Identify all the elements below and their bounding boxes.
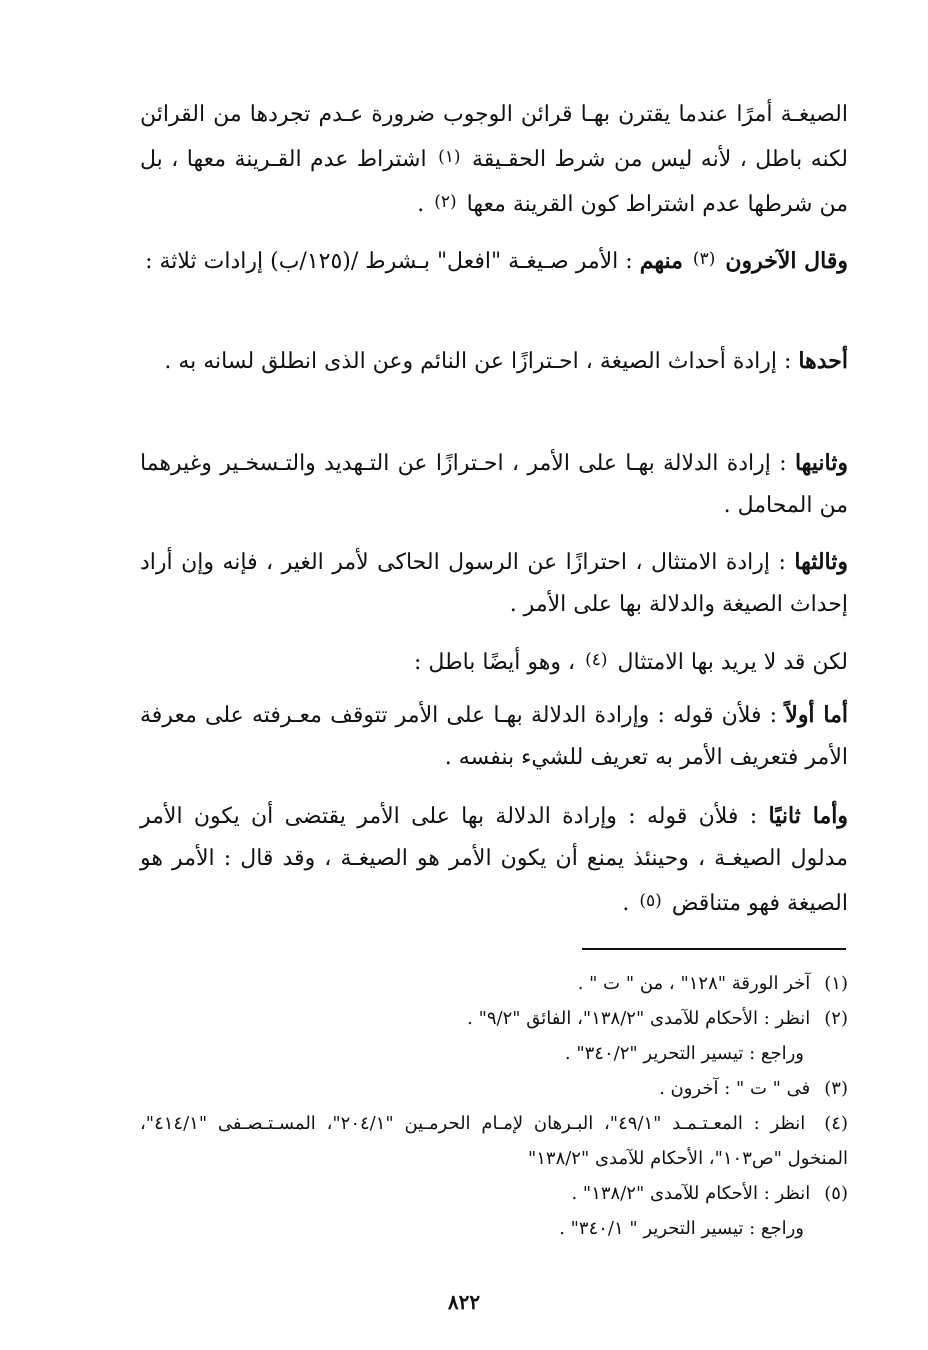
paragraph-4 (140, 442, 848, 527)
paragraph-text (140, 795, 848, 925)
footnote-number: (٣) (824, 1078, 848, 1099)
paragraph-8-lead: وأما ثانيًا (768, 803, 848, 829)
footnote-5-continued (140, 1211, 848, 1246)
footnote-number: (٤) (824, 1113, 848, 1134)
paragraph-1-text-cont: اشتراط عدم القـرينة معها ، بل من شرطها عدم اشتراط كون القرينة معها (140, 147, 848, 217)
paragraph-1 (140, 94, 848, 226)
paragraph-6-text-cont: ، وهو أيضًا باطل : (414, 650, 576, 675)
paragraph-4-lead: وثانيها (794, 450, 848, 476)
footnote-number: (٥) (824, 1183, 848, 1204)
paragraph-text (140, 340, 848, 383)
page-number: ٨٢٢ (447, 1290, 481, 1314)
paragraph-5-text: : إرادة الامتثال ، احترازًا عن الرسول الحاكى لأمر الغير ، فإنه وإن أراد إحداث الصيغة والدلالة بها على الأمر . (140, 550, 848, 617)
footnote-separator (582, 948, 846, 950)
paragraph-2-text: : الأمر صـيغـة "افعل" بـشرط /(١٢٥/ب) إرادات ثلاثة : (145, 249, 633, 274)
paragraph-8-end: . (622, 891, 630, 916)
paragraph-2-lead-2: منهم (639, 248, 683, 274)
paragraph-1-end: . (417, 192, 425, 217)
paragraph-2 (140, 238, 848, 283)
footnote-text: وراجع : تيسير التحرير " ٣٤٠/١" . (559, 1218, 804, 1239)
paragraph-5 (140, 541, 848, 626)
footnote-marker-2[interactable]: (٢) (434, 192, 457, 212)
paragraph-7 (140, 694, 848, 779)
footnote-marker-3[interactable]: (٣) (692, 249, 716, 269)
paragraph-text (140, 94, 848, 226)
footnote-marker-5[interactable]: (٥) (639, 891, 662, 911)
paragraph-5-lead: وثالثها (794, 549, 848, 575)
paragraph-4-text: : إرادة الدلالة بهـا على الأمر ، احـترازًا عن التـهديد والتـسخـير وغيرهما من المحامل . (140, 451, 848, 518)
paragraph-8 (140, 795, 848, 925)
footnote-marker-1[interactable]: (١) (438, 147, 461, 167)
paragraph-text (140, 541, 848, 626)
footnote-text: وراجع : تيسير التحرير "٣٤٠/٢" . (564, 1043, 804, 1064)
paragraph-7-text: : فلأن قوله : وإرادة الدلالة بهـا على الأمر تتوقف معـرفته على معرفة الأمر فتعريف الأمر به تعريف للشيء بنفسه . (140, 703, 848, 770)
footnote-number: (١) (824, 973, 848, 994)
footnote-text: فى " ت " : آخرون . (659, 1078, 811, 1099)
paragraph-3-lead: أحدها (798, 348, 848, 374)
footnotes (140, 966, 848, 1246)
footnote-3 (140, 1071, 848, 1106)
footnote-text: انظر : المعـتـمـد "٤٩/١"، البـرهان لإمـام الحرمـين "٢٠٤/١"، المسـتـصـفى "٤١٤/١"، المنخول "ص١٠٣"، الأحكام للآمدى "١٣٨/٢" (140, 1113, 848, 1169)
paragraph-text (140, 639, 848, 684)
footnote-number: (٢) (824, 1008, 848, 1029)
paragraph-6-text: لكن قد لا يريد بها الامتثال (617, 650, 848, 675)
paragraph-8-text: : فلأن قوله : وإرادة الدلالة بها على الأمر يقتضى أن يكون الأمر مدلول الصيغـة ، وحينئذ يمنع أن يكون الأمر هو الصيغـة ، وقد قال : الأمر هو الصيغة فهو متناقض (140, 804, 848, 916)
paragraph-6 (140, 639, 848, 684)
footnote-5 (140, 1176, 848, 1211)
footnote-marker-4[interactable]: (٤) (585, 650, 608, 670)
paragraph-3-text: : إرادة أحداث الصيغة ، احـترازًا عن النائم وعن الذى انطلق لسانه به . (164, 349, 792, 374)
footnote-4 (140, 1106, 848, 1176)
footnote-text: آخر الورقة "١٢٨" ، من " ت " . (577, 973, 811, 994)
footnote-2-continued (140, 1036, 848, 1071)
paragraph-text (140, 238, 848, 283)
paragraph-1-text: الصيغـة أمرًا عندما يقترن بهـا قرائن الوجوب ضرورة عـدم تجردها من القرائن لكنه باطل ، لأنه ليس من شرط الحقـيقة (140, 102, 849, 172)
paragraph-7-lead: أما أولاً (785, 702, 848, 728)
paragraph-2-lead: وقال الآخرون (725, 248, 848, 274)
footnote-1 (140, 966, 848, 1001)
paragraph-3 (140, 340, 848, 383)
footnote-text: انظر : الأحكام للآمدى "١٣٨/٢" . (571, 1183, 811, 1204)
footnote-text: انظر : الأحكام للآمدى "١٣٨/٢"، الفائق "٩/٢" . (467, 1008, 811, 1029)
footnote-2 (140, 1001, 848, 1036)
paragraph-text (140, 442, 848, 527)
paragraph-text (140, 694, 848, 779)
